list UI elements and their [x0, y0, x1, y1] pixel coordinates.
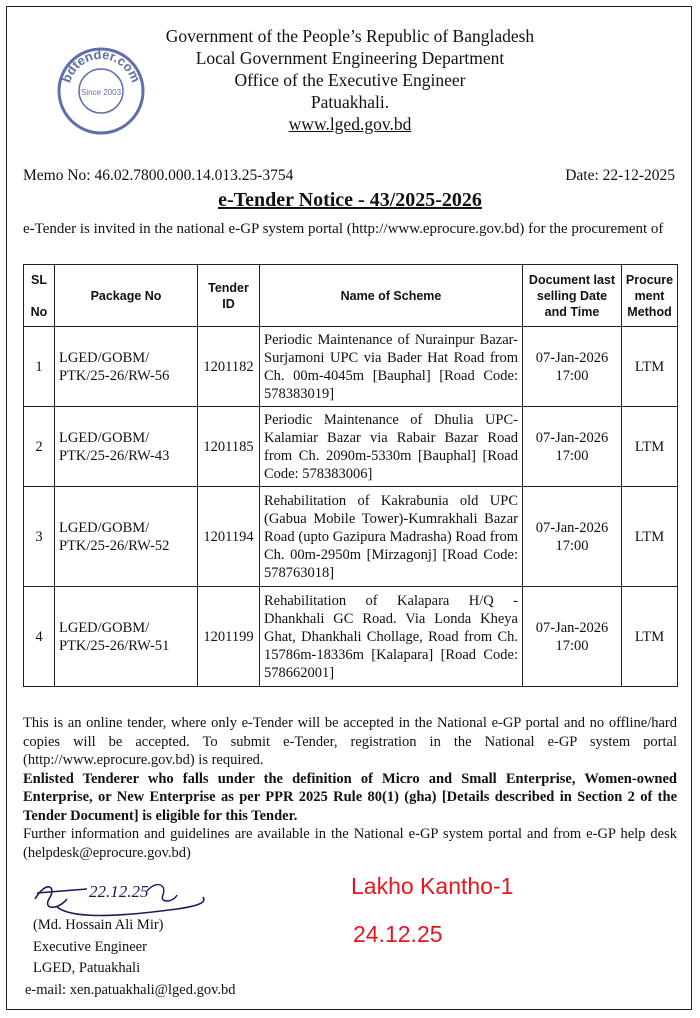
header-sl: SL No [24, 265, 55, 327]
website-link[interactable]: www.lged.gov.bd [288, 114, 412, 134]
govt-name: Government of the People’s Republic of Bangladesh [165, 26, 535, 46]
memo-number: Memo No: 46.02.7800.000.14.013.25-3754 [23, 167, 294, 184]
signatory-email: e-mail: xen.patuakhali@lged.gov.bd [25, 981, 236, 998]
row-tender-id: 1201182 [198, 327, 260, 407]
publication-date: 24.12.25 [353, 921, 443, 947]
row-package: LGED/GOBM/ PTK/25-26/RW-52 [55, 487, 198, 587]
signature-date: 22.12.25 [89, 882, 149, 901]
memo-row [23, 167, 675, 185]
department-name: Local Government Engineering Department [195, 48, 505, 68]
row-date: 07-Jan-2026 17:00 [523, 327, 622, 407]
row-tender-id: 1201185 [198, 407, 260, 487]
row-package: LGED/GOBM/ PTK/25-26/RW-51 [55, 587, 198, 687]
table-header-row [24, 265, 678, 327]
intro-text: e-Tender is invited in the national e-GP system portal (http://www.eprocure.gov.bd) for the procurement of [23, 221, 664, 237]
signature-block [25, 915, 236, 1001]
row-date: 07-Jan-2026 17:00 [523, 407, 622, 487]
office-name: Office of the Executive Engineer [234, 70, 466, 90]
row-scheme: Periodic Maintenance of Nurainpur Bazar-Surjamoni UPC via Bader Hat Road from Ch. 00m-4045m [Bauphal] [Road Code: 578383019] [260, 327, 523, 407]
row-scheme: Rehabilitation of Kalapara H/Q - Dhankhali GC Road. Via Londa Kheya Ghat, Dhankhali Chollage, Road from Ch. 15786m-18336m [Kalapara] [Road Code: 578662001] [260, 587, 523, 687]
signatory-name: (Md. Hossain Ali Mir) [33, 917, 164, 933]
header-tender-id: Tender ID [198, 265, 260, 327]
row-method: LTM [622, 487, 678, 587]
row-tender-id: 1201194 [198, 487, 260, 587]
row-sl: 3 [24, 487, 55, 587]
memo-date: Date: 22-12-2025 [565, 167, 675, 184]
notice-footer [23, 714, 677, 862]
row-sl: 4 [24, 587, 55, 687]
row-date: 07-Jan-2026 17:00 [523, 587, 622, 687]
office-location: Patuakhali. [310, 92, 390, 112]
table-row [24, 487, 678, 587]
table-row [24, 407, 678, 487]
row-package: LGED/GOBM/ PTK/25-26/RW-43 [55, 407, 198, 487]
row-method: LTM [622, 587, 678, 687]
row-sl: 2 [24, 407, 55, 487]
row-method: LTM [622, 407, 678, 487]
tender-table [23, 264, 678, 687]
table-row [24, 327, 678, 407]
header-method: Procure ment Method [622, 265, 678, 327]
table-row [24, 587, 678, 687]
signatory-office: LGED, Patuakhali [33, 960, 141, 976]
tender-notice-page [6, 6, 692, 1010]
newspaper-name: Lakho Kantho-1 [351, 873, 514, 899]
row-scheme: Rehabilitation of Kakrabunia old UPC (Gabua Mobile Tower)-Kumrakhali Bazar Road (upto Gazipura Madrasha) Road from Ch. 00m-2950m [Mirzagonj] [Road Code: 578763018] [260, 487, 523, 587]
row-scheme: Periodic Maintenance of Dhulia UPC-Kalamiar Bazar via Rabair Bazar Road from Ch. 2090m-5330m [Bauphal] [Road Code: 578383006] [260, 407, 523, 487]
row-date: 07-Jan-2026 17:00 [523, 487, 622, 587]
row-tender-id: 1201199 [198, 587, 260, 687]
letterhead [7, 25, 693, 135]
svg-text:Since 2003: Since 2003 [80, 88, 122, 97]
signatory-designation: Executive Engineer [33, 938, 147, 955]
row-package: LGED/GOBM/ PTK/25-26/RW-56 [55, 327, 198, 407]
online-tender-note: This is an online tender, where only e-Tender will be accepted in the National e-GP portal and no offline/hard copies will be accepted. To submit e-Tender, registration in the National e-GP system portal (http://www.eprocure.gov.bd) is required. [23, 715, 677, 768]
header-date: Document last selling Date and Time [523, 265, 622, 327]
helpdesk-note: Further information and guidelines are available in the National e-GP system portal and from e-GP help desk (helpdesk@eprocure.gov.bd) [23, 826, 677, 861]
row-method: LTM [622, 327, 678, 407]
header-scheme: Name of Scheme [260, 265, 523, 327]
row-sl: 1 [24, 327, 55, 407]
header-package: Package No [55, 265, 198, 327]
notice-title: e-Tender Notice - 43/2025-2026 [218, 189, 482, 211]
svg-text:bdtender.com: bdtender.com [58, 46, 144, 85]
eligibility-note: Enlisted Tenderer who falls under the definition of Micro and Small Enterprise, Women-owned Enterprise, or New Enterprise as per PPR 2025 Rule 80(1) (gha) [Details described in Section 2 of the Tender Document] is eligible for this Tender. [23, 770, 677, 824]
